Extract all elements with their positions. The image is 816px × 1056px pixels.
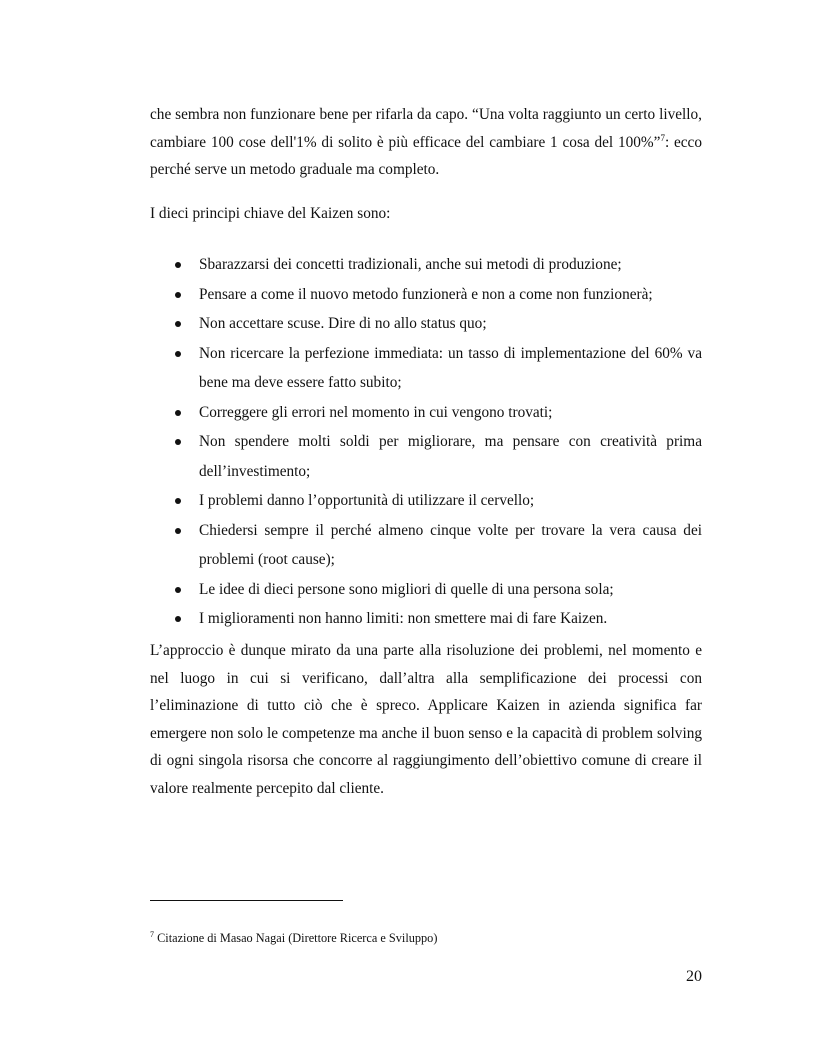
principles-intro: I dieci principi chiave del Kaizen sono: [150, 205, 391, 222]
bullet-icon [175, 262, 181, 268]
list-item-text: Chiedersi sempre il perché almeno cinque volte per trovare la vera causa dei problemi (root cause); [199, 521, 702, 568]
paragraph-quote-tail: : ecco perché serve un metodo graduale ma completo. [150, 133, 702, 179]
bullet-icon [175, 410, 181, 416]
principles-list [150, 250, 702, 634]
list-item-text: Non ricercare la perfezione immediata: un tasso di implementazione del 60% va bene ma deve essere fatto subito; [199, 344, 702, 391]
bullet-icon [175, 528, 181, 534]
paragraph-quote-text: che sembra non funzionare bene per rifarla da capo. “Una volta raggiunto un certo livello, cambiare 100 cose dell'1% di solito è più efficace del cambiare 1 cosa del 100%” [150, 106, 702, 151]
list-item [150, 309, 702, 339]
list-item [150, 486, 702, 516]
page-number: 20 [686, 968, 702, 985]
list-item [150, 280, 702, 310]
list-item-text: Correggere gli errori nel momento in cui vengono trovati; [199, 403, 553, 421]
footnote [150, 930, 437, 946]
bullet-icon [175, 587, 181, 593]
list-item-text: Le idee di dieci persone sono migliori di quelle di una persona sola; [199, 580, 614, 598]
list-item [150, 427, 702, 486]
list-item [150, 250, 702, 280]
bullet-icon [175, 439, 181, 445]
bullet-icon [175, 498, 181, 504]
bullet-icon [175, 292, 181, 298]
list-item [150, 339, 702, 398]
list-item-text: Non spendere molti soldi per migliorare, ma pensare con creatività prima dell’investimento; [199, 433, 702, 480]
list-item [150, 575, 702, 605]
bullet-icon [175, 321, 181, 327]
list-item-text: I miglioramenti non hanno limiti: non smettere mai di fare Kaizen. [199, 610, 608, 627]
list-item-text: Sbarazzarsi dei concetti tradizionali, anche sui metodi di produzione; [199, 256, 622, 273]
footnote-text: Citazione di Masao Nagai (Direttore Ricerca e Sviluppo) [157, 931, 438, 945]
footnote-reference[interactable]: 7 [660, 132, 665, 143]
list-item [150, 398, 702, 428]
footnote-number: 7 [150, 930, 154, 939]
footnote-divider [150, 900, 343, 901]
bullet-icon [175, 616, 181, 622]
list-item [150, 516, 702, 575]
paragraph-approach: L’approccio è dunque mirato da una parte alla risoluzione dei problemi, nel momento e nel luogo in cui si verificano, dall’altra alla semplificazione dei processi con l’eliminazione di tutto ciò che è spreco. Applicare Kaizen in azienda significa far emergere non solo le competenze ma anche il buon senso e la capacità di problem solving di ogni singola risorsa che concorre al raggiungimento dell’obiettivo comune di creare il valore realmente percepito dal cliente. [150, 642, 702, 797]
list-item-text: Non accettare scuse. Dire di no allo status quo; [199, 315, 487, 332]
list-item [150, 604, 702, 634]
paragraph-quote [150, 101, 702, 184]
bullet-icon [175, 351, 181, 357]
list-item-text: I problemi danno l’opportunità di utilizzare il cervello; [199, 492, 535, 509]
list-item-text: Pensare a come il nuovo metodo funzionerà e non a come non funzionerà; [199, 285, 653, 303]
